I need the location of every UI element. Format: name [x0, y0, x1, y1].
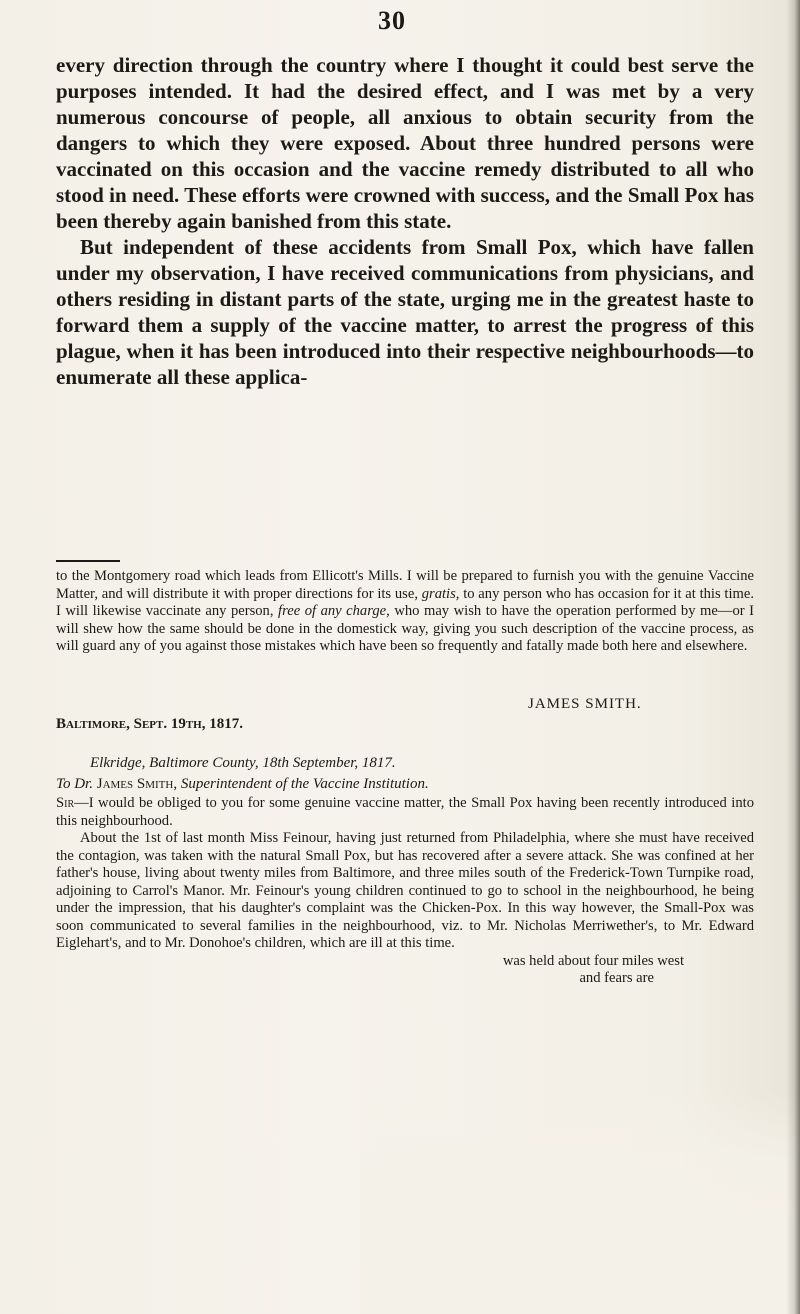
- notice-signature: JAMES SMITH.: [528, 696, 642, 712]
- address-name: James Smith,: [96, 776, 178, 792]
- letter-paragraph: About the 1st of last month Miss Feinour, having just returned from Philadelphia, where she must have received the contagion, was taken with the natural Small Pox, but has recovered after a severe attack. She was confined at her father's house, living about twenty miles from Baltimore, and three miles south of the Frederick-Town Turnpike road, adjoining to Carrol's Manor. Mr. Feinour's young children continued to go to school in the neighbourhood, he being under the impression, that his daughter's complaint was the Chicken-Pox. In this way however, the Small-Pox was soon communicated to several families in the neighbourhood, viz. to Mr. Nicholas Merriwether's, to Mr. Edward Eiglehart's, and to Mr. Donohoe's children, which are ill at this time.: [56, 830, 754, 951]
- letter-address: [56, 776, 429, 793]
- page-edge-shadow: [786, 0, 800, 1314]
- address-title: Superintendent of the Vaccine Institution.: [180, 776, 429, 792]
- page-fade: [360, 1090, 800, 1314]
- notice-text-part: to the Montgomery road which leads from Ellicott's Mills. I will be prepared to furnish you with the genuine Vaccine Matter, and will distribute it with proper directions for its use,: [56, 568, 754, 602]
- letter-fragment: and fears are: [579, 970, 654, 986]
- notice-text: [56, 568, 754, 656]
- letter-salutation: Sir: [56, 795, 75, 811]
- letter-paragraph: [56, 795, 754, 830]
- main-text: [56, 52, 754, 390]
- page-number: 30: [378, 6, 406, 35]
- letter-fragment: was held about four miles west: [502, 952, 684, 969]
- notice-free-of-charge: free of any charge,: [278, 603, 390, 619]
- letter-text: —I would be obliged to you for some genuine vaccine matter, the Small Pox having been recently introduced into this neighbourhood.: [56, 795, 754, 829]
- notice-text-part: who may wish to have the operation performed by me—or I will shew how the same should be done in the domestick way, giving you such description of the vaccine process, as will guard any of you against those mistakes which have been so frequently and fatally made both here and elsewhere.: [56, 603, 754, 654]
- section-rule: [56, 560, 120, 562]
- notice-gratis: gratis,: [421, 585, 460, 602]
- main-paragraph: But independent of these accidents from Small Pox, which have fallen under my observation, I have received communications from physicians, and others residing in distant parts of the state, urging me in the greatest haste to forward them a supply of the vaccine matter, to arrest the progress of this plague, when it has been introduced into their respective neighbourhoods—to enumerate all these applica-: [56, 235, 754, 389]
- notice-date: Baltimore, Sept. 19th, 1817.: [56, 716, 243, 732]
- main-paragraph: every direction through the country where I thought it could best serve the purposes intended. It had the desired effect, and I was met by a very numerous concourse of people, all anxious to obtain security from the dangers to which they were exposed. About three hundred persons were vaccinated on this occasion and the vaccine remedy distributed to all who stood in need. These efforts were crowned with success, and the Small Pox has been thereby again banished from this state.: [56, 53, 754, 233]
- notice-text-part: to any person who has occasion for it at this time. I will likewise vaccinate any person,: [56, 585, 754, 619]
- address-to-label: To Dr.: [56, 776, 93, 792]
- letter-body: [56, 795, 754, 988]
- notice-paragraph: [56, 568, 754, 656]
- letter-dateline: Elkridge, Baltimore County, 18th September, 1817.: [90, 755, 396, 771]
